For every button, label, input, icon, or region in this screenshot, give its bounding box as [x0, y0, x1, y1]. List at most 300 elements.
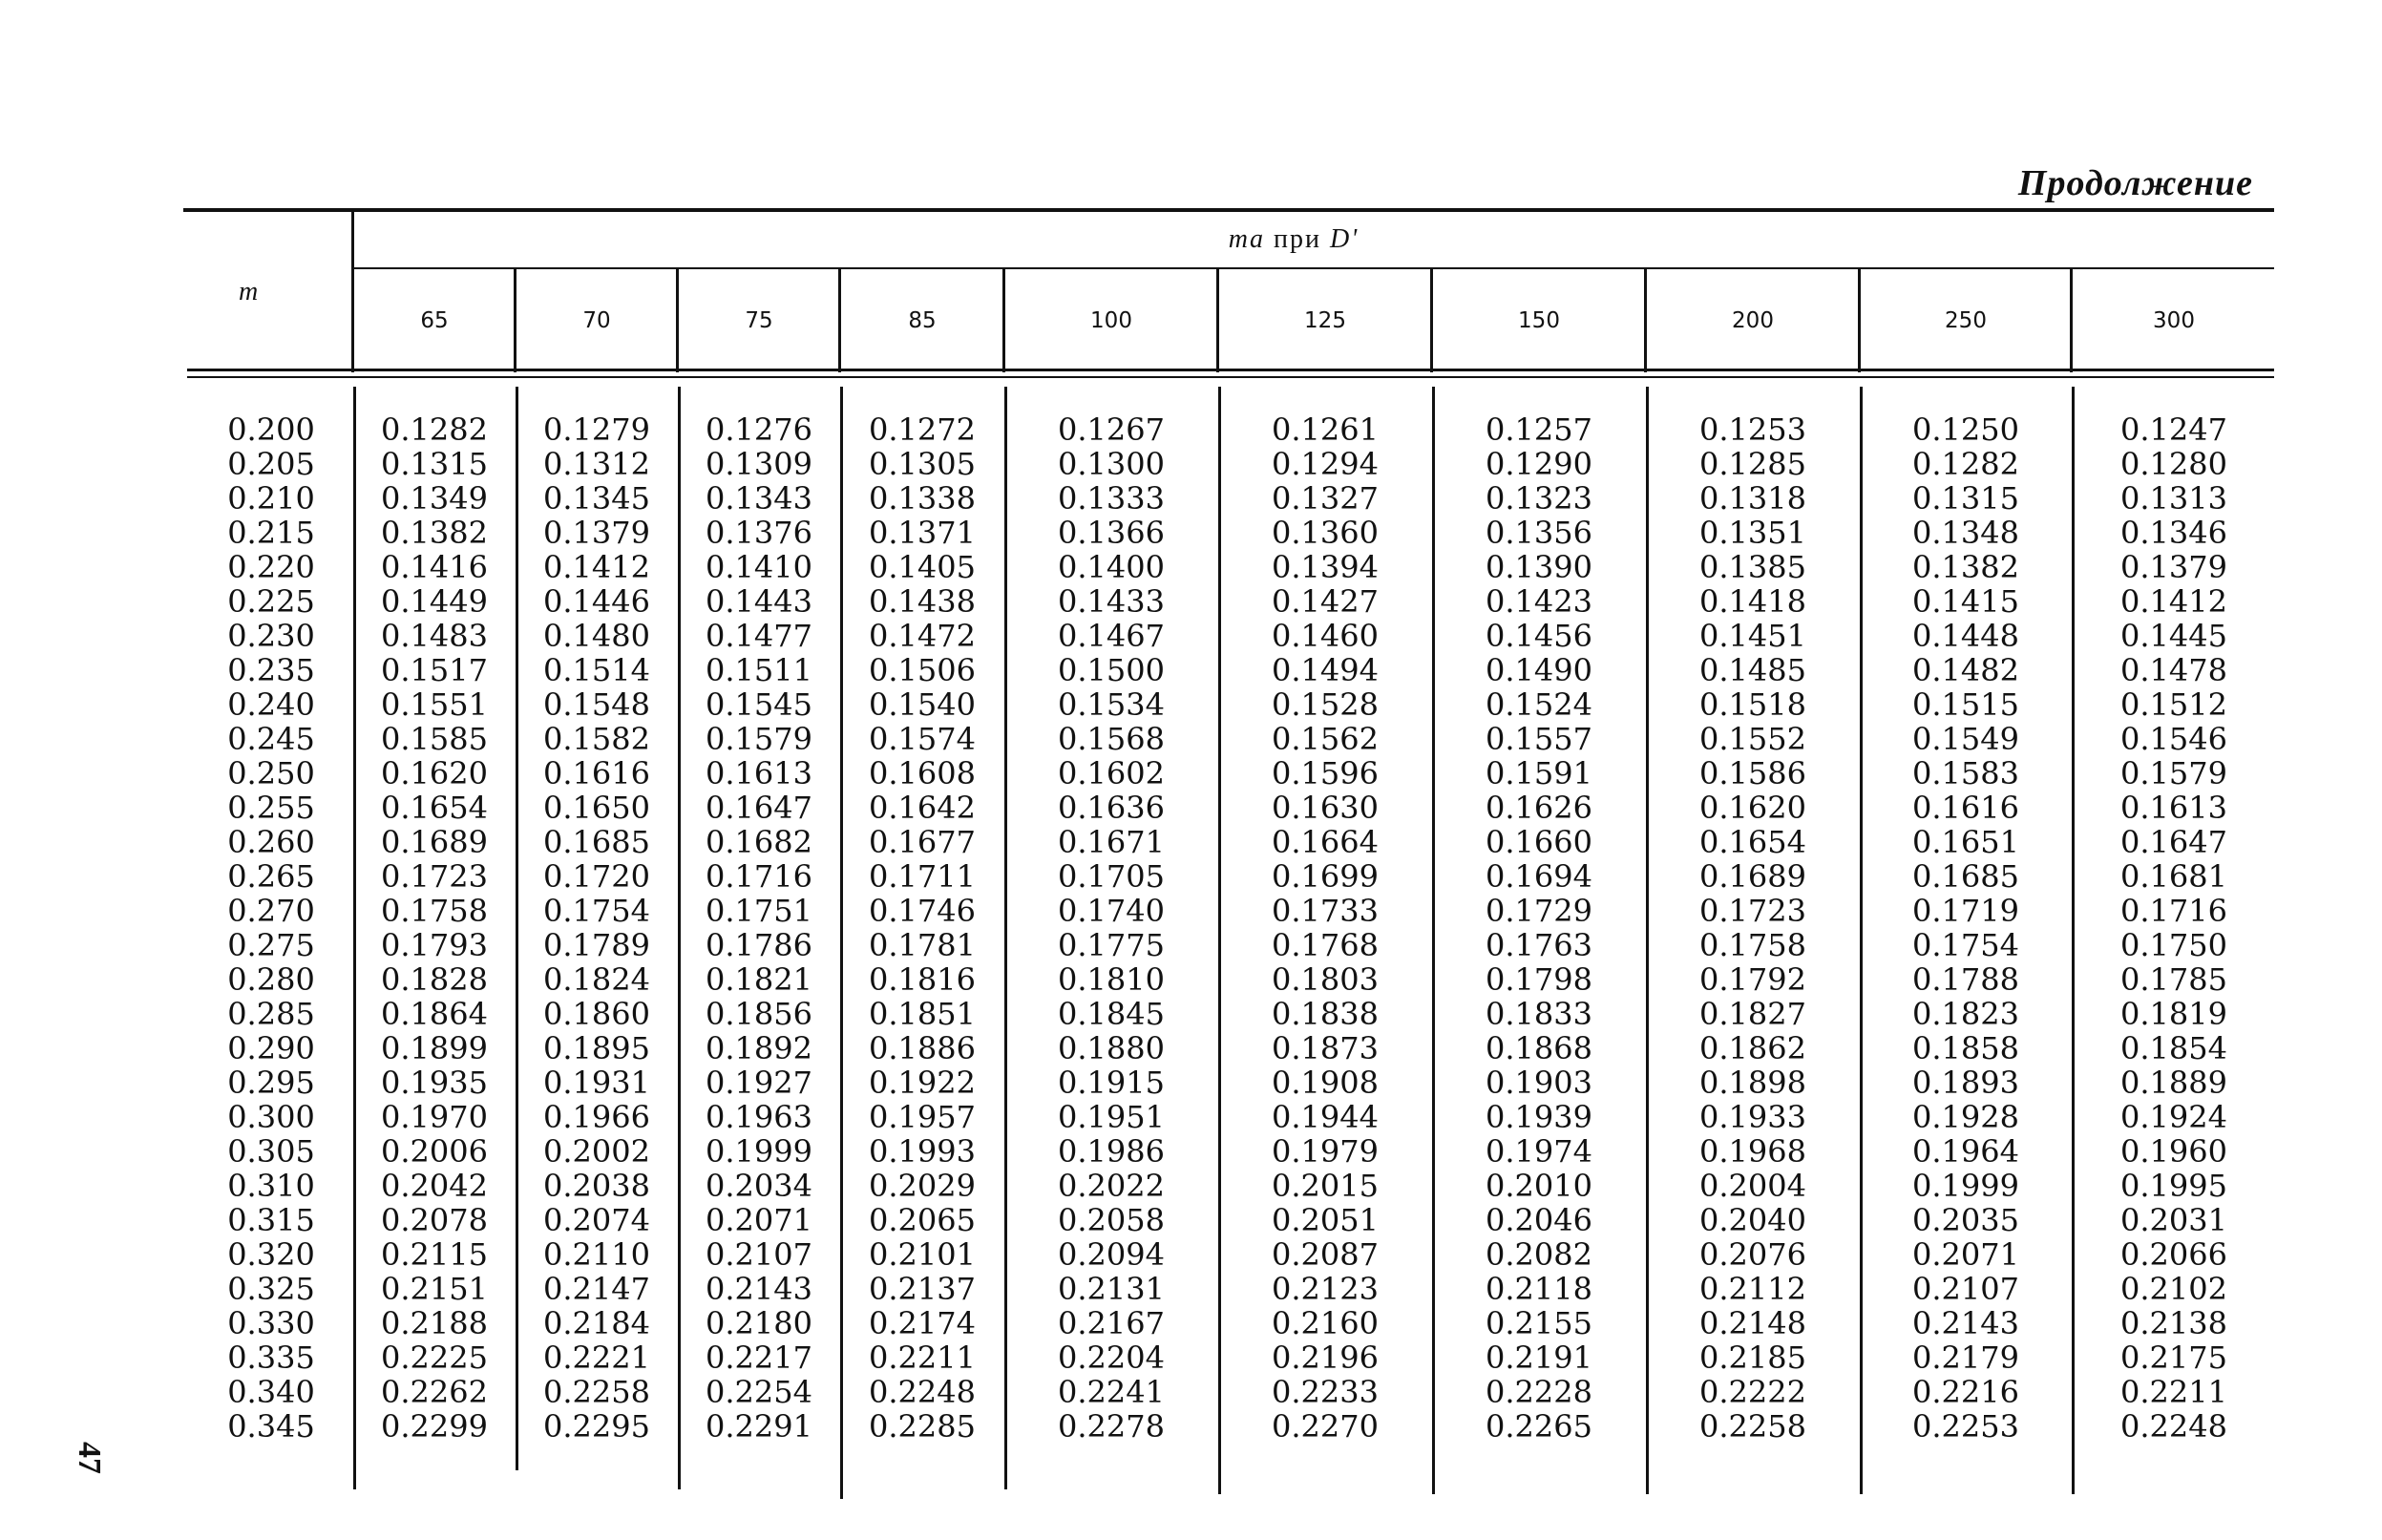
- continuation-label: Продолжение: [2017, 163, 2253, 203]
- ma-value-cell: 0.2082: [1486, 1236, 1592, 1273]
- ma-value-cell: 0.1671: [1058, 824, 1165, 860]
- ma-value-cell: 0.1636: [1058, 790, 1165, 826]
- ma-value-cell: 0.1500: [1058, 652, 1165, 688]
- ma-value-cell: 0.1312: [543, 446, 650, 482]
- ma-value-cell: 0.1933: [1699, 1099, 1806, 1135]
- m-value-cell: 0.245: [227, 721, 315, 757]
- column-divider-header: [351, 210, 354, 372]
- ma-value-column: [1006, 412, 1216, 1444]
- ma-value-cell: 0.1681: [2120, 858, 2227, 895]
- ma-value-cell: 0.1348: [1912, 515, 2019, 551]
- ma-value-cell: 0.1472: [869, 618, 976, 654]
- ma-value-column: [1220, 412, 1430, 1444]
- ma-value-cell: 0.2185: [1699, 1340, 1806, 1376]
- ma-value-cell: 0.1257: [1486, 411, 1592, 448]
- ma-value-cell: 0.1620: [381, 755, 488, 791]
- ma-value-cell: 0.1433: [1058, 583, 1165, 620]
- column-divider-header: [1002, 269, 1005, 372]
- m-value-cell: 0.230: [227, 618, 315, 654]
- ma-value-cell: 0.2225: [381, 1340, 488, 1376]
- ma-value-cell: 0.1647: [706, 790, 812, 826]
- ma-value-cell: 0.2123: [1272, 1271, 1379, 1307]
- ma-value-cell: 0.2233: [1272, 1374, 1379, 1410]
- ma-value-cell: 0.1511: [706, 652, 812, 688]
- ma-value-cell: 0.1824: [543, 961, 650, 998]
- ma-value-cell: 0.1410: [706, 549, 812, 585]
- ma-value-cell: 0.1854: [2120, 1030, 2227, 1066]
- ma-value-cell: 0.1858: [1912, 1030, 2019, 1066]
- ma-value-cell: 0.1803: [1272, 961, 1379, 998]
- m-value-cell: 0.260: [227, 824, 315, 860]
- group-header-var: D': [1329, 224, 1360, 254]
- ma-value-cell: 0.2010: [1486, 1168, 1592, 1204]
- ma-value-cell: 0.1385: [1699, 549, 1806, 585]
- column-divider-header: [2070, 269, 2073, 372]
- ma-value-cell: 0.2299: [381, 1408, 488, 1445]
- ma-value-cell: 0.1682: [706, 824, 812, 860]
- ma-value-cell: 0.1789: [543, 927, 650, 963]
- ma-value-cell: 0.1654: [1699, 824, 1806, 860]
- ma-value-cell: 0.1823: [1912, 996, 2019, 1032]
- ma-value-cell: 0.1276: [706, 411, 812, 448]
- ma-value-cell: 0.1944: [1272, 1099, 1379, 1135]
- column-divider-header: [838, 269, 841, 372]
- ma-value-cell: 0.1290: [1486, 446, 1592, 482]
- ma-value-cell: 0.2022: [1058, 1168, 1165, 1204]
- ma-value-cell: 0.2216: [1912, 1374, 2019, 1410]
- ma-value-cell: 0.2179: [1912, 1340, 2019, 1376]
- m-column-header: m: [239, 277, 259, 306]
- ma-value-cell: 0.1586: [1699, 755, 1806, 791]
- ma-value-cell: 0.1986: [1058, 1133, 1165, 1170]
- ma-value-cell: 0.2015: [1272, 1168, 1379, 1204]
- ma-value-cell: 0.1651: [1912, 824, 2019, 860]
- ma-value-cell: 0.1323: [1486, 480, 1592, 517]
- d-header: 300: [2153, 308, 2195, 333]
- ma-value-cell: 0.1545: [706, 686, 812, 723]
- ma-value-cell: 0.1868: [1486, 1030, 1592, 1066]
- ma-value-cell: 0.1512: [2120, 686, 2227, 723]
- ma-value-cell: 0.2046: [1486, 1202, 1592, 1238]
- ma-value-cell: 0.1689: [1699, 858, 1806, 895]
- m-value-cell: 0.220: [227, 549, 315, 585]
- ma-value-cell: 0.2291: [706, 1408, 812, 1445]
- group-header: [1184, 224, 1403, 255]
- ma-value-cell: 0.1723: [381, 858, 488, 895]
- ma-value-cell: 0.1524: [1486, 686, 1592, 723]
- ma-value-cell: 0.1412: [2120, 583, 2227, 620]
- ma-value-cell: 0.1974: [1486, 1133, 1592, 1170]
- ma-value-cell: 0.1540: [869, 686, 976, 723]
- ma-value-cell: 0.1294: [1272, 446, 1379, 482]
- ma-value-cell: 0.1253: [1699, 411, 1806, 448]
- ma-value-cell: 0.1506: [869, 652, 976, 688]
- ma-value-cell: 0.2074: [543, 1202, 650, 1238]
- d-header: 70: [582, 308, 611, 333]
- ma-value-cell: 0.1427: [1272, 583, 1379, 620]
- ma-value-cell: 0.2076: [1699, 1236, 1806, 1273]
- m-value-cell: 0.295: [227, 1065, 315, 1101]
- ma-value-cell: 0.1485: [1699, 652, 1806, 688]
- ma-value-cell: 0.2110: [543, 1236, 650, 1273]
- ma-value-cell: 0.1327: [1272, 480, 1379, 517]
- ma-value-cell: 0.1689: [381, 824, 488, 860]
- ma-value-cell: 0.1518: [1699, 686, 1806, 723]
- ma-value-cell: 0.1821: [706, 961, 812, 998]
- page-number: 47: [72, 1442, 107, 1474]
- ma-value-cell: 0.2147: [543, 1271, 650, 1307]
- m-value-cell: 0.240: [227, 686, 315, 723]
- ma-value-cell: 0.2071: [1912, 1236, 2019, 1273]
- ma-value-cell: 0.1418: [1699, 583, 1806, 620]
- ma-value-cell: 0.2191: [1486, 1340, 1592, 1376]
- ma-value-cell: 0.2040: [1699, 1202, 1806, 1238]
- ma-value-cell: 0.1630: [1272, 790, 1379, 826]
- ma-value-cell: 0.1490: [1486, 652, 1592, 688]
- ma-value-cell: 0.1886: [869, 1030, 976, 1066]
- ma-value-cell: 0.1699: [1272, 858, 1379, 895]
- ma-value-cell: 0.1494: [1272, 652, 1379, 688]
- ma-value-cell: 0.1723: [1699, 893, 1806, 929]
- ma-value-cell: 0.2241: [1058, 1374, 1165, 1410]
- m-value-cell: 0.215: [227, 515, 315, 551]
- ma-value-cell: 0.1966: [543, 1099, 650, 1135]
- ma-value-cell: 0.1833: [1486, 996, 1592, 1032]
- m-value-cell: 0.315: [227, 1202, 315, 1238]
- ma-value-cell: 0.1750: [2120, 927, 2227, 963]
- ma-value-column: [2074, 412, 2274, 1444]
- ma-value-cell: 0.1345: [543, 480, 650, 517]
- ma-value-cell: 0.1478: [2120, 652, 2227, 688]
- ma-value-cell: 0.1482: [1912, 652, 2019, 688]
- ma-value-cell: 0.1719: [1912, 893, 2019, 929]
- ma-value-cell: 0.1828: [381, 961, 488, 998]
- ma-value-cell: 0.1924: [2120, 1099, 2227, 1135]
- ma-value-column: [1862, 412, 2070, 1444]
- ma-value-cell: 0.1711: [869, 858, 976, 895]
- ma-value-cell: 0.2115: [381, 1236, 488, 1273]
- ma-value-cell: 0.2248: [2120, 1408, 2227, 1445]
- header-double-rule-2: [187, 376, 2274, 378]
- ma-value-cell: 0.1285: [1699, 446, 1806, 482]
- ma-value-cell: 0.1685: [543, 824, 650, 860]
- ma-value-cell: 0.1267: [1058, 411, 1165, 448]
- ma-value-cell: 0.2131: [1058, 1271, 1165, 1307]
- ma-value-cell: 0.1412: [543, 549, 650, 585]
- ma-value-cell: 0.1880: [1058, 1030, 1165, 1066]
- m-value-cell: 0.290: [227, 1030, 315, 1066]
- ma-value-cell: 0.2175: [2120, 1340, 2227, 1376]
- ma-value-cell: 0.1903: [1486, 1065, 1592, 1101]
- ma-value-cell: 0.1280: [2120, 446, 2227, 482]
- d-header: 150: [1518, 308, 1560, 333]
- ma-value-cell: 0.1620: [1699, 790, 1806, 826]
- ma-value-cell: 0.2143: [706, 1271, 812, 1307]
- ma-value-cell: 0.1528: [1272, 686, 1379, 723]
- ma-value-cell: 0.1376: [706, 515, 812, 551]
- ma-value-cell: 0.2221: [543, 1340, 650, 1376]
- ma-value-cell: 0.1754: [1912, 927, 2019, 963]
- ma-value-cell: 0.2148: [1699, 1305, 1806, 1341]
- ma-value-cell: 0.1305: [869, 446, 976, 482]
- ma-value-cell: 0.2065: [869, 1202, 976, 1238]
- ma-value-cell: 0.2258: [1699, 1408, 1806, 1445]
- ma-value-cell: 0.1793: [381, 927, 488, 963]
- ma-value-cell: 0.1895: [543, 1030, 650, 1066]
- ma-value-cell: 0.2038: [543, 1168, 650, 1204]
- ma-value-cell: 0.1379: [2120, 549, 2227, 585]
- ma-value-cell: 0.1480: [543, 618, 650, 654]
- ma-value-cell: 0.2058: [1058, 1202, 1165, 1238]
- m-value-cell: 0.255: [227, 790, 315, 826]
- ma-value-cell: 0.1534: [1058, 686, 1165, 723]
- ma-value-cell: 0.1892: [706, 1030, 812, 1066]
- ma-value-cell: 0.2188: [381, 1305, 488, 1341]
- m-value-cell: 0.345: [227, 1408, 315, 1445]
- ma-value-cell: 0.2254: [706, 1374, 812, 1410]
- ma-value-cell: 0.2137: [869, 1271, 976, 1307]
- ma-value-cell: 0.1927: [706, 1065, 812, 1101]
- column-divider-header: [514, 269, 516, 372]
- ma-value-cell: 0.1349: [381, 480, 488, 517]
- ma-value-cell: 0.1449: [381, 583, 488, 620]
- ma-value-cell: 0.1415: [1912, 583, 2019, 620]
- ma-value-cell: 0.1613: [2120, 790, 2227, 826]
- ma-value-cell: 0.1318: [1699, 480, 1806, 517]
- m-value-cell: 0.320: [227, 1236, 315, 1273]
- ma-value-cell: 0.2066: [2120, 1236, 2227, 1273]
- ma-value-cell: 0.1467: [1058, 618, 1165, 654]
- m-value-column: [191, 412, 351, 1444]
- ma-value-cell: 0.2248: [869, 1374, 976, 1410]
- ma-value-cell: 0.1616: [1912, 790, 2019, 826]
- m-value-cell: 0.205: [227, 446, 315, 482]
- ma-value-cell: 0.1382: [1912, 549, 2019, 585]
- ma-value-cell: 0.2204: [1058, 1340, 1165, 1376]
- ma-value-cell: 0.1951: [1058, 1099, 1165, 1135]
- column-divider-header: [1644, 269, 1647, 372]
- ma-value-cell: 0.1889: [2120, 1065, 2227, 1101]
- ma-value-cell: 0.1366: [1058, 515, 1165, 551]
- ma-value-cell: 0.1552: [1699, 721, 1806, 757]
- ma-value-cell: 0.2253: [1912, 1408, 2019, 1445]
- ma-value-cell: 0.2112: [1699, 1271, 1806, 1307]
- ma-value-cell: 0.1729: [1486, 893, 1592, 929]
- ma-value-cell: 0.1360: [1272, 515, 1379, 551]
- ma-value-cell: 0.1456: [1486, 618, 1592, 654]
- ma-value-cell: 0.1282: [1912, 446, 2019, 482]
- ma-value-cell: 0.1338: [869, 480, 976, 517]
- ma-value-cell: 0.1931: [543, 1065, 650, 1101]
- ma-value-cell: 0.1451: [1699, 618, 1806, 654]
- m-value-cell: 0.305: [227, 1133, 315, 1170]
- ma-value-cell: 0.1908: [1272, 1065, 1379, 1101]
- ma-value-cell: 0.1515: [1912, 686, 2019, 723]
- ma-value-cell: 0.1591: [1486, 755, 1592, 791]
- ma-value-cell: 0.2217: [706, 1340, 812, 1376]
- ma-value-cell: 0.1423: [1486, 583, 1592, 620]
- ma-value-cell: 0.2006: [381, 1133, 488, 1170]
- ma-value-cell: 0.1733: [1272, 893, 1379, 929]
- ma-value-cell: 0.1602: [1058, 755, 1165, 791]
- d-header: 200: [1732, 308, 1774, 333]
- column-divider-header: [676, 269, 679, 372]
- ma-value-cell: 0.1740: [1058, 893, 1165, 929]
- ma-value-cell: 0.1939: [1486, 1099, 1592, 1135]
- ma-value-cell: 0.2101: [869, 1236, 976, 1273]
- ma-value-cell: 0.1851: [869, 996, 976, 1032]
- ma-value-cell: 0.1351: [1699, 515, 1806, 551]
- ma-value-cell: 0.1786: [706, 927, 812, 963]
- ma-value-cell: 0.1893: [1912, 1065, 2019, 1101]
- ma-value-column: [1434, 412, 1644, 1444]
- ma-value-cell: 0.1613: [706, 755, 812, 791]
- ma-value-cell: 0.1247: [2120, 411, 2227, 448]
- m-value-cell: 0.265: [227, 858, 315, 895]
- ma-value-cell: 0.1557: [1486, 721, 1592, 757]
- m-value-cell: 0.335: [227, 1340, 315, 1376]
- ma-value-cell: 0.1382: [381, 515, 488, 551]
- ma-value-cell: 0.1798: [1486, 961, 1592, 998]
- m-value-cell: 0.250: [227, 755, 315, 791]
- ma-value-cell: 0.2184: [543, 1305, 650, 1341]
- d-header: 75: [745, 308, 773, 333]
- ma-value-cell: 0.1448: [1912, 618, 2019, 654]
- ma-value-cell: 0.1664: [1272, 824, 1379, 860]
- ma-value-column: [355, 412, 514, 1444]
- ma-value-cell: 0.1716: [706, 858, 812, 895]
- ma-value-cell: 0.1970: [381, 1099, 488, 1135]
- ma-value-cell: 0.1963: [706, 1099, 812, 1135]
- ma-value-cell: 0.1250: [1912, 411, 2019, 448]
- d-header: 125: [1304, 308, 1346, 333]
- ma-value-cell: 0.1968: [1699, 1133, 1806, 1170]
- ma-value-cell: 0.2285: [869, 1408, 976, 1445]
- ma-value-cell: 0.2160: [1272, 1305, 1379, 1341]
- group-header-text: при: [1274, 224, 1321, 254]
- ma-value-cell: 0.1551: [381, 686, 488, 723]
- d-header: 85: [908, 308, 937, 333]
- ma-value-cell: 0.1460: [1272, 618, 1379, 654]
- m-value-cell: 0.210: [227, 480, 315, 517]
- ma-value-cell: 0.1309: [706, 446, 812, 482]
- ma-value-cell: 0.1585: [381, 721, 488, 757]
- ma-value-cell: 0.1899: [381, 1030, 488, 1066]
- ma-value-cell: 0.1763: [1486, 927, 1592, 963]
- ma-value-cell: 0.2262: [381, 1374, 488, 1410]
- ma-value-cell: 0.1650: [543, 790, 650, 826]
- m-value-cell: 0.225: [227, 583, 315, 620]
- ma-value-cell: 0.1758: [1699, 927, 1806, 963]
- ma-value-cell: 0.1660: [1486, 824, 1592, 860]
- ma-value-cell: 0.1371: [869, 515, 976, 551]
- ma-value-cell: 0.1862: [1699, 1030, 1806, 1066]
- ma-value-cell: 0.1788: [1912, 961, 2019, 998]
- ma-value-cell: 0.2295: [543, 1408, 650, 1445]
- ma-value-cell: 0.1477: [706, 618, 812, 654]
- ma-value-cell: 0.2078: [381, 1202, 488, 1238]
- ma-value-cell: 0.1816: [869, 961, 976, 998]
- ma-value-cell: 0.1716: [2120, 893, 2227, 929]
- ma-value-cell: 0.1768: [1272, 927, 1379, 963]
- ma-value-cell: 0.1746: [869, 893, 976, 929]
- ma-value-cell: 0.1596: [1272, 755, 1379, 791]
- ma-value-cell: 0.2094: [1058, 1236, 1165, 1273]
- column-divider-header: [1430, 269, 1433, 372]
- ma-value-cell: 0.1562: [1272, 721, 1379, 757]
- ma-value-cell: 0.1928: [1912, 1099, 2019, 1135]
- top-rule: [183, 208, 2274, 212]
- ma-value-cell: 0.1279: [543, 411, 650, 448]
- ma-value-cell: 0.1548: [543, 686, 650, 723]
- ma-value-cell: 0.1792: [1699, 961, 1806, 998]
- ma-value-cell: 0.1390: [1486, 549, 1592, 585]
- group-header-underline: [353, 267, 2274, 269]
- ma-value-cell: 0.1838: [1272, 996, 1379, 1032]
- ma-value-cell: 0.1993: [869, 1133, 976, 1170]
- ma-value-cell: 0.1405: [869, 549, 976, 585]
- ma-value-cell: 0.1999: [706, 1133, 812, 1170]
- ma-value-cell: 0.1995: [2120, 1168, 2227, 1204]
- ma-value-cell: 0.1282: [381, 411, 488, 448]
- ma-value-cell: 0.2222: [1699, 1374, 1806, 1410]
- ma-value-cell: 0.1582: [543, 721, 650, 757]
- ma-value-cell: 0.1315: [1912, 480, 2019, 517]
- ma-value-cell: 0.1856: [706, 996, 812, 1032]
- m-value-cell: 0.235: [227, 652, 315, 688]
- m-value-cell: 0.200: [227, 411, 315, 448]
- header-double-rule-1: [187, 369, 2274, 371]
- ma-value-cell: 0.1720: [543, 858, 650, 895]
- ma-value-cell: 0.1860: [543, 996, 650, 1032]
- ma-value-cell: 0.2087: [1272, 1236, 1379, 1273]
- ma-value-cell: 0.1960: [2120, 1133, 2227, 1170]
- ma-value-cell: 0.1574: [869, 721, 976, 757]
- ma-value-cell: 0.1514: [543, 652, 650, 688]
- ma-value-cell: 0.1343: [706, 480, 812, 517]
- m-value-cell: 0.285: [227, 996, 315, 1032]
- ma-value-cell: 0.1864: [381, 996, 488, 1032]
- ma-value-cell: 0.1845: [1058, 996, 1165, 1032]
- ma-value-cell: 0.1999: [1912, 1168, 2019, 1204]
- ma-value-cell: 0.1685: [1912, 858, 2019, 895]
- ma-value-column: [680, 412, 838, 1444]
- ma-value-cell: 0.1964: [1912, 1133, 2019, 1170]
- ma-value-cell: 0.1583: [1912, 755, 2019, 791]
- ma-value-cell: 0.1356: [1486, 515, 1592, 551]
- group-header-symbol: ma: [1228, 224, 1266, 254]
- ma-value-cell: 0.2174: [869, 1305, 976, 1341]
- m-value-cell: 0.270: [227, 893, 315, 929]
- ma-value-cell: 0.1957: [869, 1099, 976, 1135]
- ma-value-cell: 0.1785: [2120, 961, 2227, 998]
- ma-value-cell: 0.1315: [381, 446, 488, 482]
- ma-value-cell: 0.1313: [2120, 480, 2227, 517]
- ma-value-cell: 0.1775: [1058, 927, 1165, 963]
- ma-value-cell: 0.2155: [1486, 1305, 1592, 1341]
- ma-value-cell: 0.2211: [869, 1340, 976, 1376]
- column-divider-header: [1858, 269, 1861, 372]
- m-value-cell: 0.280: [227, 961, 315, 998]
- ma-value-cell: 0.2211: [2120, 1374, 2227, 1410]
- ma-value-cell: 0.2034: [706, 1168, 812, 1204]
- ma-value-cell: 0.2002: [543, 1133, 650, 1170]
- m-value-cell: 0.325: [227, 1271, 315, 1307]
- ma-value-cell: 0.1810: [1058, 961, 1165, 998]
- ma-value-cell: 0.1272: [869, 411, 976, 448]
- ma-value-cell: 0.1873: [1272, 1030, 1379, 1066]
- ma-value-cell: 0.1751: [706, 893, 812, 929]
